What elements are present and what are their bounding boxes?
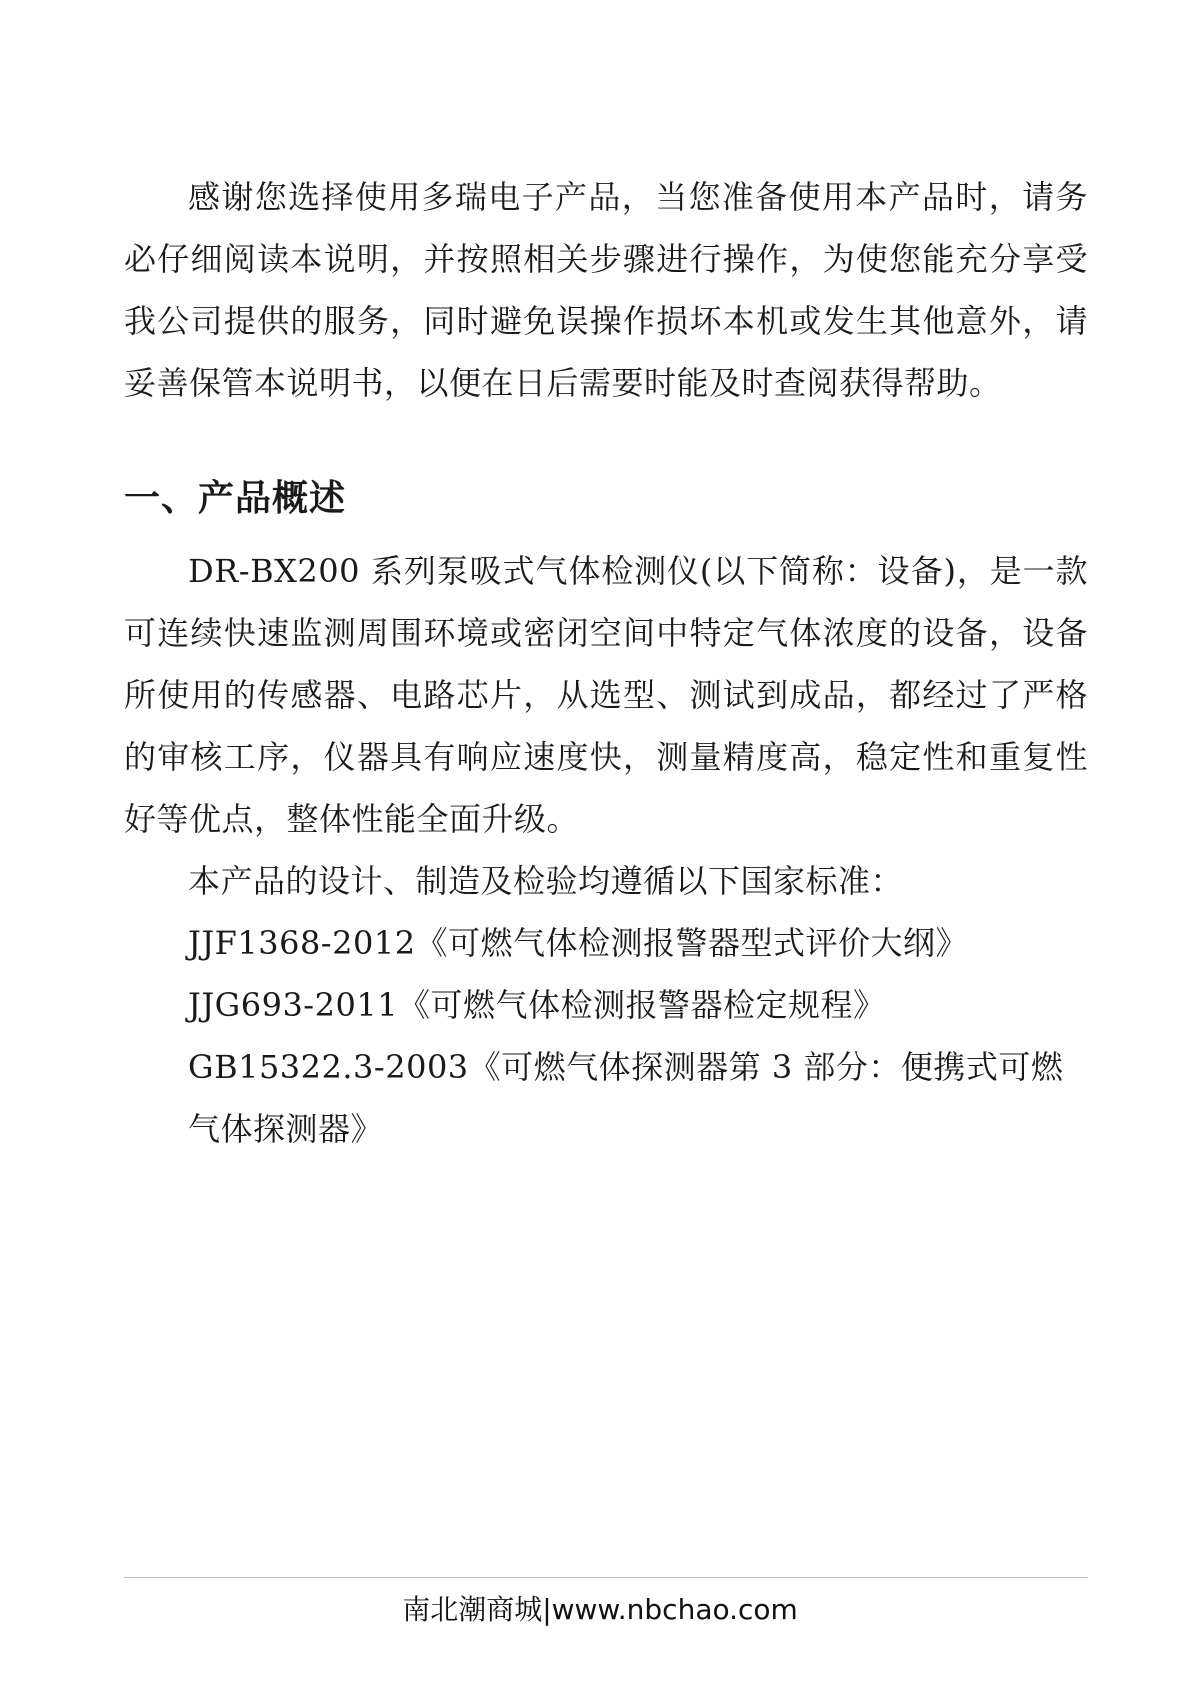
section-heading-product-overview: 一、产品概述 — [124, 478, 347, 519]
standard-item: JJG693-2011《可燃气体检测报警器检定规程》 — [188, 986, 886, 1024]
standards-intro-paragraph: 本产品的设计、制造及检验均遵循以下国家标准： — [188, 862, 904, 900]
standards-list — [124, 912, 1088, 1160]
intro-paragraph: 感谢您选择使用多瑞电子产品，当您准备使用本产品时，请务必仔细阅读本说明，并按照相关步骤进行操作，为使您能充分享受我公司提供的服务，同时避免误操作损坏本机或发生其他意外，请妥善保管本说明书，以便在日后需要时能及时查阅获得帮助。 — [124, 178, 1088, 402]
document-body — [124, 166, 1088, 1160]
footer-divider — [124, 1577, 1088, 1578]
footer-watermark: 南北潮商城|www.nbchao.com — [402, 1593, 798, 1626]
standard-item: GB15322.3-2003《可燃气体探测器第 3 部分：便携式可燃气体探测器》 — [188, 1048, 1064, 1148]
product-description-paragraph: DR-BX200 系列泵吸式气体检测仪(以下简称：设备)，是一款可连续快速监测周围环境或密闭空间中特定气体浓度的设备，设备所使用的传感器、电路芯片，从选型、测试到成品，都经过了严格的审核工序，仪器具有响应速度快，测量精度高，稳定性和重复性好等优点，整体性能全面升级。 — [124, 552, 1088, 838]
standard-item: JJF1368-2012《可燃气体检测报警器型式评价大纲》 — [188, 924, 969, 962]
